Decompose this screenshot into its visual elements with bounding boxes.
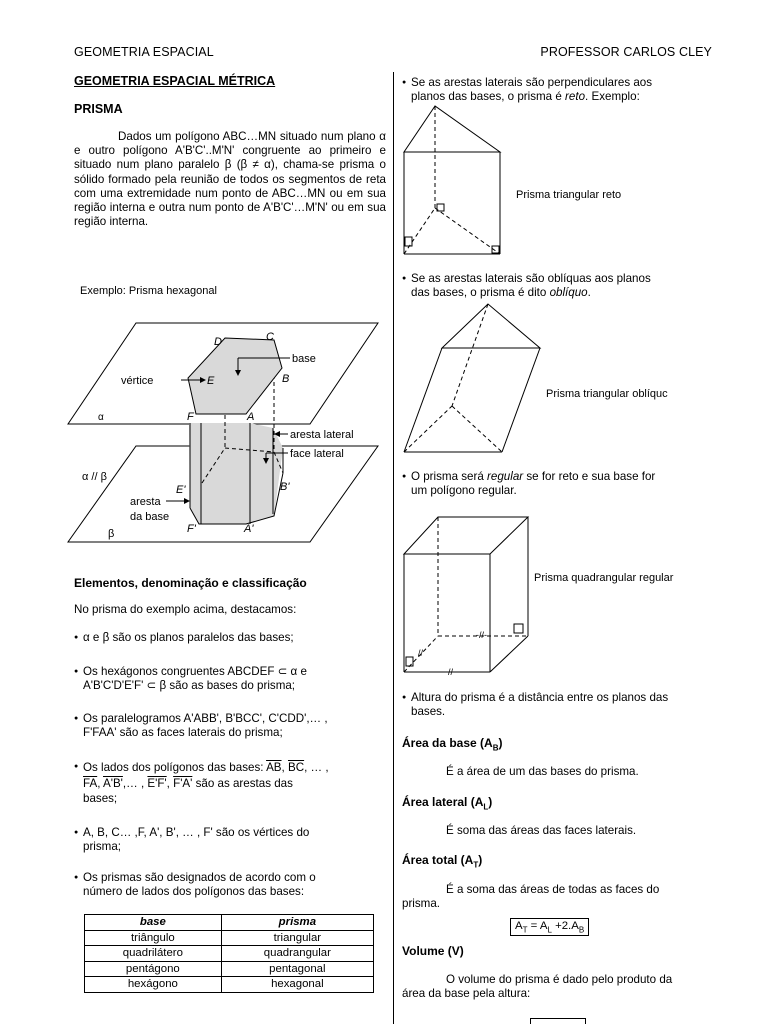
list-item: ● Se as arestas laterais são oblíquas aos planos das bases, o prisma é dito oblíquo. [402, 272, 702, 299]
fig2-label: Prisma triangular oblíquc [546, 388, 668, 400]
section-title-prisma: PRISMA [74, 102, 123, 116]
label-aresta: aresta [130, 496, 161, 508]
intro-paragraph: Dados um polígono ABC…MN situado num plano α e outro polígono A'B'C'..M'N' congruente ao primeiro e situado num plano paralelo β (β ≠ α), chama-se prisma o sólido formado pela reunião de todos os segmentos de reta com uma extremidade num ponto de ABC…MN ou em sua região interna e outra num ponto de A'B'C'…M'N' ou em sua região interna. [74, 130, 386, 229]
right-bullet-4 [402, 691, 702, 718]
label-E-prime: E' [176, 484, 186, 496]
right-bullet-1 [402, 76, 702, 103]
svg-text://: // [418, 648, 424, 658]
list-item: ● Os prismas são designados de acordo com o número de lados dos polígonos das bases: [74, 871, 384, 898]
bullet-list-2 [74, 665, 384, 692]
table-header-base: base [85, 915, 222, 931]
list-item: ● Os lados dos polígonos das bases: $\overline{AB}$, $\overline{BC}$, … , $\overline{FA}$, A'B',… , E'F', F'A' são as arestas das bases; [74, 760, 386, 807]
total-area-formula: $A_T = A_L +2.A_B$ [510, 918, 589, 936]
label-A-prime: A' [244, 523, 254, 535]
label-E: E [207, 375, 215, 387]
bullet-list-1 [74, 631, 384, 645]
list-item: ● α e β são os planos paralelos das bases; [74, 631, 384, 645]
list-item: ● A, B, C… ,F, A', B', … , F' são os vértices do prisma; [74, 826, 384, 853]
area-total-title: Área total $(A_T)$ [402, 853, 483, 870]
oblique-prism-figure [402, 302, 544, 458]
bullet-list-3 [74, 712, 384, 739]
volume-text: O volume do prisma é dado pelo produto da área da base pela altura: [402, 973, 673, 1000]
fig1-label: Prisma triangular reto [516, 189, 622, 201]
list-item: ● Os paralelogramos A'ABB', B'BCC', C'CDD',… , F'FAA' são as faces laterais do prisma; [74, 712, 384, 739]
left-column [74, 74, 386, 229]
list-item: ● Altura do prisma é a distância entre os planos das bases. [402, 691, 702, 718]
table-row: quadrilátero quadrangular [85, 946, 374, 962]
bullet-list-6 [74, 871, 384, 898]
volume-formula-box [530, 1018, 586, 1024]
list-item: ● Se as arestas laterais são perpendiculares aos planos das bases, o prisma é reto. Exemplo: [402, 76, 702, 103]
label-parallel: α // β [82, 471, 107, 483]
header-right: PROFESSOR CARLOS CLEY [540, 45, 712, 59]
label-face-lateral: face lateral [290, 448, 344, 460]
bullet-list-4 [74, 760, 386, 807]
list-item: ● O prisma será regular se for reto e sua base for um polígono regular. [402, 470, 702, 497]
area-base-text: É a área de um das bases do prisma. [446, 765, 639, 778]
area-base-title: Área da base $(A_B)$ [402, 736, 503, 753]
area-lateral-text: É soma das áreas das faces laterais. [446, 824, 637, 837]
list-item: ● Os hexágonos congruentes ABCDEF ⊂ α e A'B'C'D'E'F' ⊂ β são as bases do prisma; [74, 665, 384, 692]
label-base: base [292, 353, 316, 365]
table-row: pentágono pentagonal [85, 961, 374, 977]
right-prism-figure [402, 104, 512, 260]
prism-body [189, 423, 283, 524]
right-bullet-3 [402, 470, 702, 497]
section-intro: No prisma do exemplo acima, destacamos: [74, 603, 297, 616]
header-left: GEOMETRIA ESPACIAL [74, 45, 214, 59]
label-B: B [282, 373, 290, 385]
section-title-elementos: Elementos, denominação e classificação [74, 576, 307, 590]
svg-text://: // [448, 667, 454, 676]
area-lateral-title: Área lateral $(A_L)$ [402, 795, 493, 812]
table-header-prisma: prisma [221, 915, 373, 931]
label-F-prime: F' [187, 523, 196, 535]
svg-text:-//-: -//- [476, 630, 487, 640]
right-bullet-2 [402, 272, 702, 299]
label-B-prime: B' [280, 481, 290, 493]
hexagonal-prism-figure [66, 318, 382, 548]
bullet-list-5 [74, 826, 384, 853]
table-row: hexágono hexagonal [85, 977, 374, 993]
table-row: triângulo triangular [85, 930, 374, 946]
column-divider [393, 72, 394, 1024]
volume-title: Volume (V) [402, 944, 464, 958]
label-alpha: α [98, 412, 104, 423]
label-F: F [187, 411, 194, 423]
label-D: D [214, 336, 222, 348]
prism-classification-table [84, 914, 374, 993]
fig3-label: Prisma quadrangular regular [534, 572, 674, 584]
label-vertice: vértice [121, 375, 154, 387]
label-A: A [247, 411, 255, 423]
page-title: GEOMETRIA ESPACIAL MÉTRICA [74, 74, 276, 88]
label-C: C [266, 331, 274, 343]
label-aresta-lateral: aresta lateral [290, 429, 354, 441]
table-header-row [85, 915, 374, 931]
label-beta: β [108, 528, 115, 540]
label-da-base: da base [130, 511, 170, 523]
area-total-text: É a soma das áreas de todas as faces do prisma. [402, 883, 660, 910]
quadrangular-prism-figure [402, 514, 532, 676]
example-label: Exemplo: Prisma hexagonal [80, 285, 217, 297]
